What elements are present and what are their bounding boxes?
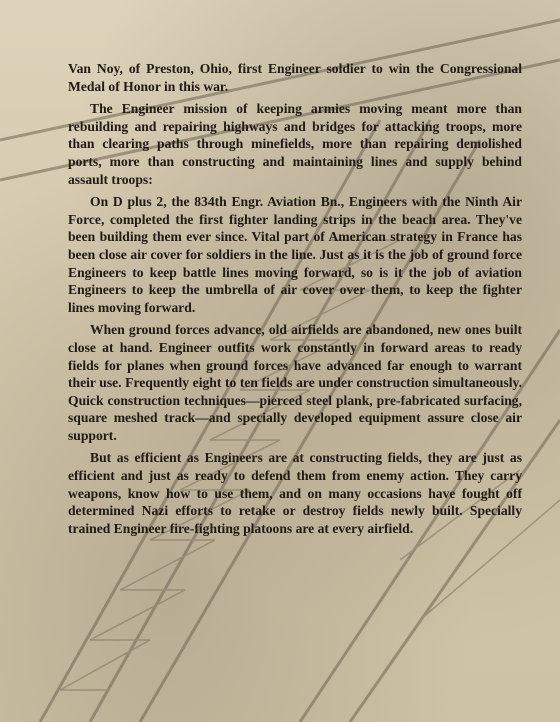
article-text xyxy=(68,60,522,542)
paragraph-4: When ground forces advance, old airfields are abandoned, new ones built close at hand. Engineer outfits work constantly in forward areas to ready fields for planes when ground forces have advanced far enough to warrant their use. Frequently eight to ten fields are under construction simultaneously. Quick construction techniques—pierced steel plank, pre-fabricated surfacing, square meshed track—and specially developed equipment assure close air support. xyxy=(68,322,522,443)
paragraph-1: Van Noy, of Preston, Ohio, first Engineer soldier to win the Congressional Medal of Honor in this war. xyxy=(68,61,522,94)
paragraph-3: On D plus 2, the 834th Engr. Aviation Bn., Engineers with the Ninth Air Force, completed the first fighter landing strips in the beach area. They've been building them ever since. Vital part of American strategy in France has been close air cover for soldiers in the line. Just as it is the job of ground force Engineers to keep battle lines moving forward, so is it the job of aviation Engineers to keep the umbrella of air cover over them, to keep the fighter lines moving forward. xyxy=(68,194,522,315)
paragraph-2: The Engineer mission of keeping armies moving meant more than rebuilding and repairing highways and bridges for attacking troops, more than clearing paths through minefields, more than repairing demolished ports, more than constructing and maintaining lines and supply behind assault troops: xyxy=(68,101,522,187)
paragraph-5: But as efficient as Engineers are at constructing fields, they are just as efficient and just as ready to defend them from enemy action. They carry weapons, know how to use them, and on many occasions have fought off determined Nazi efforts to retake or destroy fields newly built. Specially trained Engineer fire-fighting platoons are at every airfield. xyxy=(68,450,522,536)
